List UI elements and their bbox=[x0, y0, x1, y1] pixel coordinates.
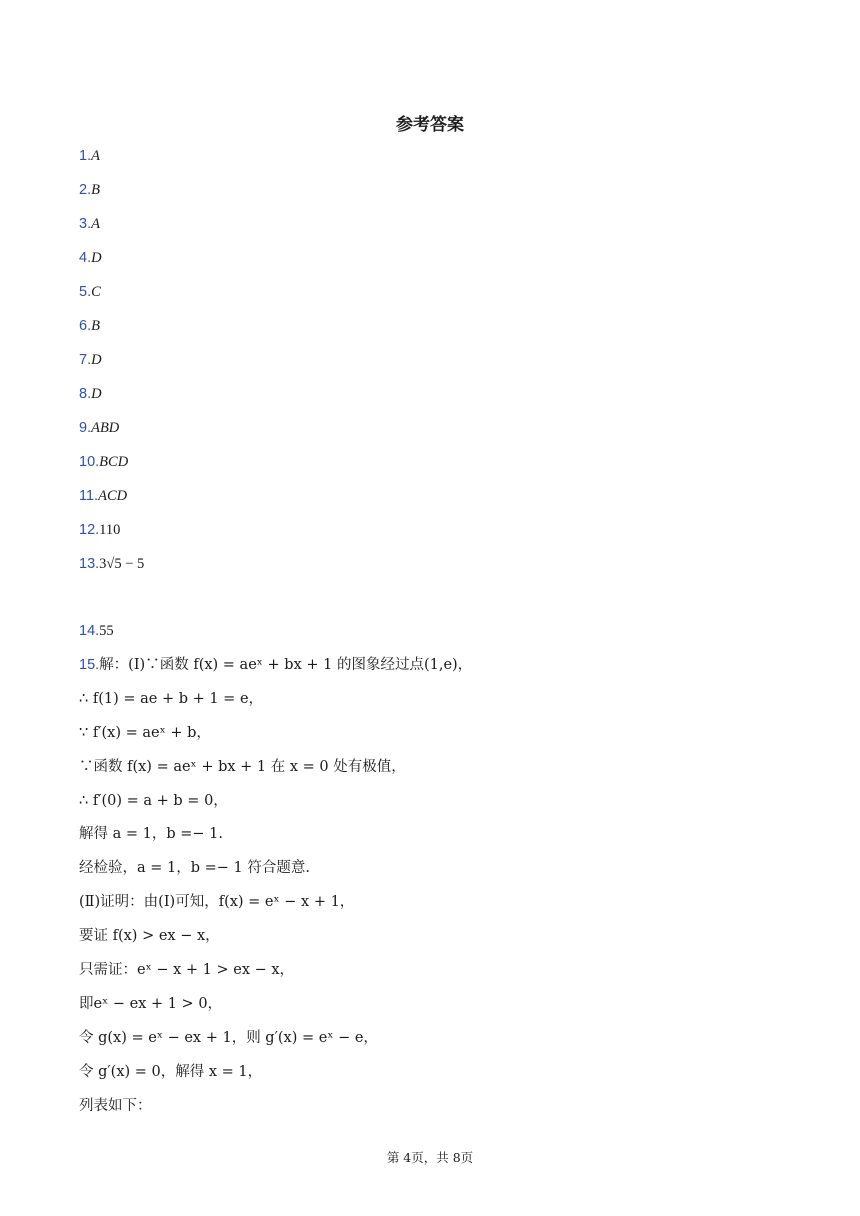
answer-item bbox=[79, 486, 127, 506]
answer-value: D bbox=[91, 250, 102, 266]
answer-value: A bbox=[91, 148, 100, 164]
solution-line: ∴ f′(0) = a + b = 0， bbox=[79, 793, 228, 809]
page-footer: 第 4页，共 8页 bbox=[386, 1150, 474, 1165]
answer-item bbox=[79, 384, 102, 404]
answer-item bbox=[79, 621, 114, 641]
solution-line: 令 g(x) = eˣ − ex + 1，则 g′(x) = eˣ − e， bbox=[79, 1030, 378, 1046]
answer-item bbox=[79, 520, 120, 540]
solution-line: (Ⅱ)证明：由(Ⅰ)可知，f(x) = eˣ − x + 1， bbox=[79, 894, 355, 910]
answer-number: 7. bbox=[79, 352, 92, 368]
answer-number: 5. bbox=[79, 284, 92, 300]
answer-value: 110 bbox=[99, 522, 121, 538]
answer-number: 10. bbox=[79, 454, 100, 470]
answer-value: ABD bbox=[91, 420, 120, 436]
solution-line: 即eˣ − ex + 1 > 0， bbox=[79, 996, 223, 1012]
answer-value: D bbox=[91, 386, 102, 402]
page-title: 参考答案 bbox=[396, 115, 464, 135]
answer-number: 9. bbox=[79, 420, 92, 436]
solution-line: 令 g′(x) = 0，解得 x = 1， bbox=[79, 1064, 263, 1080]
answer-value: BCD bbox=[99, 454, 129, 470]
answer-value: 3√5 − 5 bbox=[99, 556, 145, 572]
solution-line: 只需证：eˣ − x + 1 > ex − x， bbox=[79, 962, 295, 978]
answer-number: 11. bbox=[79, 488, 99, 504]
answer-number: 8. bbox=[79, 386, 92, 402]
answer-number: 1. bbox=[79, 148, 92, 164]
solution-line: ∵函数 f(x) = aeˣ + bx + 1 在 x = 0 处有极值， bbox=[79, 759, 406, 775]
answer-value: C bbox=[91, 284, 101, 300]
answer-number: 6. bbox=[79, 318, 92, 334]
answer-item bbox=[79, 180, 100, 200]
answer-item bbox=[79, 214, 100, 234]
answer-value: A bbox=[91, 216, 100, 232]
answer-number: 2. bbox=[79, 182, 92, 198]
answer-item bbox=[79, 282, 101, 302]
answer-number: 12. bbox=[79, 522, 100, 538]
answer-value: B bbox=[91, 182, 100, 198]
answer-item bbox=[79, 350, 102, 370]
answer-item bbox=[79, 316, 100, 336]
solution-line: 经检验，a = 1，b =− 1 符合题意. bbox=[79, 860, 310, 876]
solution-line: 列表如下： bbox=[79, 1098, 152, 1114]
answer-item bbox=[79, 146, 100, 166]
solution-line: 要证 f(x) > ex − x， bbox=[79, 928, 220, 944]
solution-line: 15.解：(Ⅰ)∵函数 f(x) = aeˣ + bx + 1 的图象经过点(1,e)， bbox=[79, 657, 473, 673]
answer-value: D bbox=[91, 352, 102, 368]
answer-item bbox=[79, 248, 102, 268]
answer-number: 4. bbox=[79, 250, 92, 266]
answer-number: 14. bbox=[79, 623, 100, 639]
answer-item bbox=[79, 554, 144, 574]
answer-value: B bbox=[91, 318, 100, 334]
solution-line: ∵ f′(x) = aeˣ + b， bbox=[79, 725, 211, 741]
answer-value: ACD bbox=[98, 488, 128, 504]
answer-number: 13. bbox=[79, 556, 100, 572]
answer-item bbox=[79, 452, 128, 472]
question-number: 15. bbox=[79, 657, 100, 673]
answer-number: 3. bbox=[79, 216, 92, 232]
answer-value: 55 bbox=[99, 623, 114, 639]
answer-item bbox=[79, 418, 119, 438]
solution-line: ∴ f(1) = ae + b + 1 = e， bbox=[79, 691, 264, 707]
solution-line: 解得 a = 1，b =− 1. bbox=[79, 826, 223, 842]
